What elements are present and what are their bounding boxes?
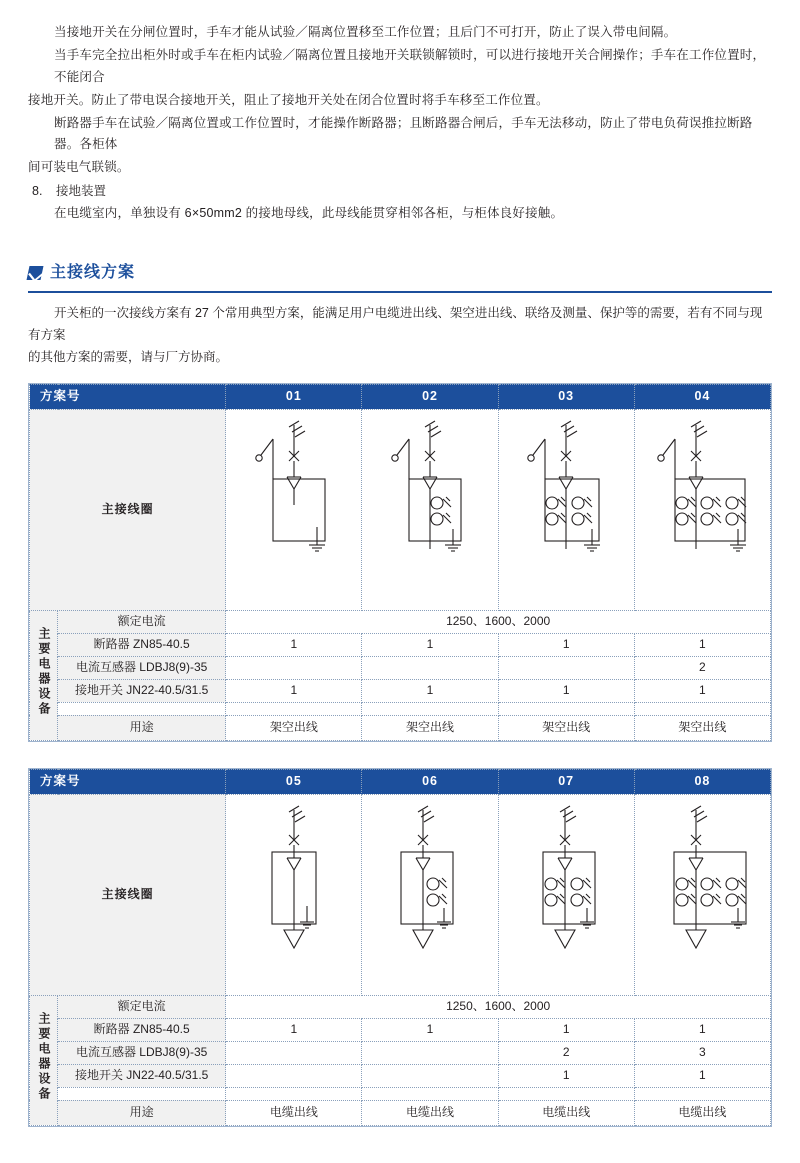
row-value-rated-current-2: 1250、1600、2000 xyxy=(226,995,771,1018)
equipment-row-blank-2 xyxy=(30,1087,771,1100)
usage-08: 电缆出线 xyxy=(634,1100,770,1125)
row-value-es-06 xyxy=(362,1064,498,1087)
header-col-06: 06 xyxy=(362,769,498,794)
usage-05: 电缆出线 xyxy=(226,1100,362,1125)
row-value-es-03: 1 xyxy=(498,679,634,702)
table-header-row-2 xyxy=(30,769,771,794)
usage-03: 架空出线 xyxy=(498,715,634,740)
row-value-es-07: 1 xyxy=(498,1064,634,1087)
diagram-row-2 xyxy=(30,794,771,995)
single-line-diagram-05 xyxy=(239,802,349,987)
page-title: 主接线方案 xyxy=(50,263,136,281)
section-header xyxy=(28,259,772,293)
row-value-blank-06 xyxy=(362,1087,498,1100)
row-name-earthing-switch: 接地开关 JN22-40.5/31.5 xyxy=(58,679,226,702)
header-col-03: 03 xyxy=(498,384,634,409)
row-name-usage: 用途 xyxy=(58,715,226,740)
diagram-row-label-2: 主接线圈 xyxy=(30,794,226,995)
usage-04: 架空出线 xyxy=(634,715,770,740)
intro-paragraph-5: 间可装电气联锁。 xyxy=(28,160,130,175)
diagram-cell-06 xyxy=(362,794,498,995)
row-name-rated-current-2: 额定电流 xyxy=(58,995,226,1018)
usage-06: 电缆出线 xyxy=(362,1100,498,1125)
row-value-ct-03 xyxy=(498,656,634,679)
row-value-rated-current: 1250、1600、2000 xyxy=(226,610,771,633)
single-line-diagram-03 xyxy=(506,417,626,602)
equipment-row-breaker xyxy=(30,633,771,656)
row-value-es-08: 1 xyxy=(634,1064,770,1087)
row-value-blank-08 xyxy=(634,1087,770,1100)
row-value-breaker-07: 1 xyxy=(498,1018,634,1041)
single-line-diagram-06 xyxy=(371,802,489,987)
row-value-ct-08: 3 xyxy=(634,1041,770,1064)
row-value-ct-07: 2 xyxy=(498,1041,634,1064)
single-line-diagram-04 xyxy=(638,417,766,602)
intro-paragraph-4: 断路器手车在试验／隔离位置或工作位置时，才能操作断路器；且断路器合闸后，手车无法移动，防止了带电负荷误推拉断路器。各柜体 xyxy=(54,115,753,152)
row-value-ct-01 xyxy=(226,656,362,679)
equipment-row-ct xyxy=(30,656,771,679)
row-value-blank-05 xyxy=(226,1087,362,1100)
row-value-breaker-01: 1 xyxy=(226,633,362,656)
section-description xyxy=(28,303,772,369)
header-col-07: 07 xyxy=(498,769,634,794)
row-name-rated-current: 额定电流 xyxy=(58,610,226,633)
row-value-blank-02 xyxy=(362,702,498,715)
header-col-02: 02 xyxy=(362,384,498,409)
header-scheme-no-2: 方案号 xyxy=(30,769,226,794)
usage-01: 架空出线 xyxy=(226,715,362,740)
check-mark-icon xyxy=(27,266,44,280)
equipment-row-blank xyxy=(30,702,771,715)
equipment-row-earthing-switch-2 xyxy=(30,1064,771,1087)
diagram-cell-07 xyxy=(498,794,634,995)
row-value-ct-02 xyxy=(362,656,498,679)
row-value-es-02: 1 xyxy=(362,679,498,702)
single-line-diagram-02 xyxy=(375,417,485,602)
row-value-ct-05 xyxy=(226,1041,362,1064)
equipment-row-rated-current-2 xyxy=(30,995,771,1018)
header-col-04: 04 xyxy=(634,384,770,409)
description-line-2: 的其他方案的需要，请与厂方协商。 xyxy=(28,349,229,364)
row-name-blank-2 xyxy=(58,1087,226,1100)
diagram-cell-02 xyxy=(362,409,498,610)
row-value-blank-03 xyxy=(498,702,634,715)
header-scheme-no: 方案号 xyxy=(30,384,226,409)
equipment-row-breaker-2 xyxy=(30,1018,771,1041)
usage-02: 架空出线 xyxy=(362,715,498,740)
row-name-ct: 电流互感器 LDBJ8(9)-35 xyxy=(58,656,226,679)
diagram-cell-04 xyxy=(634,409,770,610)
row-name-breaker: 断路器 ZN85-40.5 xyxy=(58,633,226,656)
header-col-01: 01 xyxy=(226,384,362,409)
equipment-block-label: 主要电器设备 xyxy=(30,610,58,740)
single-line-diagram-01 xyxy=(239,417,349,602)
row-value-breaker-06: 1 xyxy=(362,1018,498,1041)
item-8-text: 在电缆室内，单独设有 6×50mm2 的接地母线，此母线能贯穿相邻各柜，与柜体良好接触。 xyxy=(54,206,564,220)
row-value-ct-04: 2 xyxy=(634,656,770,679)
diagram-cell-03 xyxy=(498,409,634,610)
diagram-cell-08 xyxy=(634,794,770,995)
row-value-es-05 xyxy=(226,1064,362,1087)
intro-paragraph-3: 接地开关。防止了带电误合接地开关，阻止了接地开关处在闭合位置时将手车移至工作位置。 xyxy=(28,92,549,107)
row-name-earthing-switch-2: 接地开关 JN22-40.5/31.5 xyxy=(58,1064,226,1087)
single-line-diagram-08 xyxy=(638,802,766,987)
usage-07: 电缆出线 xyxy=(498,1100,634,1125)
item-number: 8. xyxy=(32,184,43,199)
intro-paragraph-1: 当接地开关在分闸位置时，手车才能从试验／隔离位置移至工作位置；且后门不可打开，防止了误入带电间隔。 xyxy=(54,25,677,39)
scheme-table-2 xyxy=(28,768,772,1127)
diagram-row-label: 主接线圈 xyxy=(30,409,226,610)
row-value-breaker-02: 1 xyxy=(362,633,498,656)
row-value-blank-04 xyxy=(634,702,770,715)
intro-paragraph-2: 当手车完全拉出柜外时或手车在柜内试验／隔离位置且接地开关联锁解锁时，可以进行接地开关合闸操作；手车在工作位置时，不能闭合 xyxy=(54,47,766,84)
row-value-es-01: 1 xyxy=(226,679,362,702)
row-name-usage-2: 用途 xyxy=(58,1100,226,1125)
header-col-05: 05 xyxy=(226,769,362,794)
row-value-blank-07 xyxy=(498,1087,634,1100)
row-name-blank xyxy=(58,702,226,715)
item-title: 接地装置 xyxy=(56,184,107,199)
diagram-row xyxy=(30,409,771,610)
row-value-breaker-05: 1 xyxy=(226,1018,362,1041)
row-value-breaker-03: 1 xyxy=(498,633,634,656)
row-value-es-04: 1 xyxy=(634,679,770,702)
row-value-breaker-08: 1 xyxy=(634,1018,770,1041)
table-header-row xyxy=(30,384,771,409)
intro-block xyxy=(28,22,772,225)
description-line-1: 开关柜的一次接线方案有 27 个常用典型方案，能满足用户电缆进出线、架空进出线、联络及测量、保护等的需要，若有不同与现有方案 xyxy=(28,305,763,342)
equipment-row-rated-current xyxy=(30,610,771,633)
equipment-block-label-2: 主要电器设备 xyxy=(30,995,58,1125)
row-name-ct-2: 电流互感器 LDBJ8(9)-35 xyxy=(58,1041,226,1064)
row-value-breaker-04: 1 xyxy=(634,633,770,656)
equipment-row-earthing-switch xyxy=(30,679,771,702)
row-name-breaker-2: 断路器 ZN85-40.5 xyxy=(58,1018,226,1041)
numbered-item-8 xyxy=(28,181,772,203)
diagram-cell-01 xyxy=(226,409,362,610)
usage-row xyxy=(30,715,771,740)
equipment-row-ct-2 xyxy=(30,1041,771,1064)
header-col-08: 08 xyxy=(634,769,770,794)
single-line-diagram-07 xyxy=(505,802,627,987)
row-value-blank-01 xyxy=(226,702,362,715)
row-value-ct-06 xyxy=(362,1041,498,1064)
usage-row-2 xyxy=(30,1100,771,1125)
scheme-table-1 xyxy=(28,383,772,742)
diagram-cell-05 xyxy=(226,794,362,995)
